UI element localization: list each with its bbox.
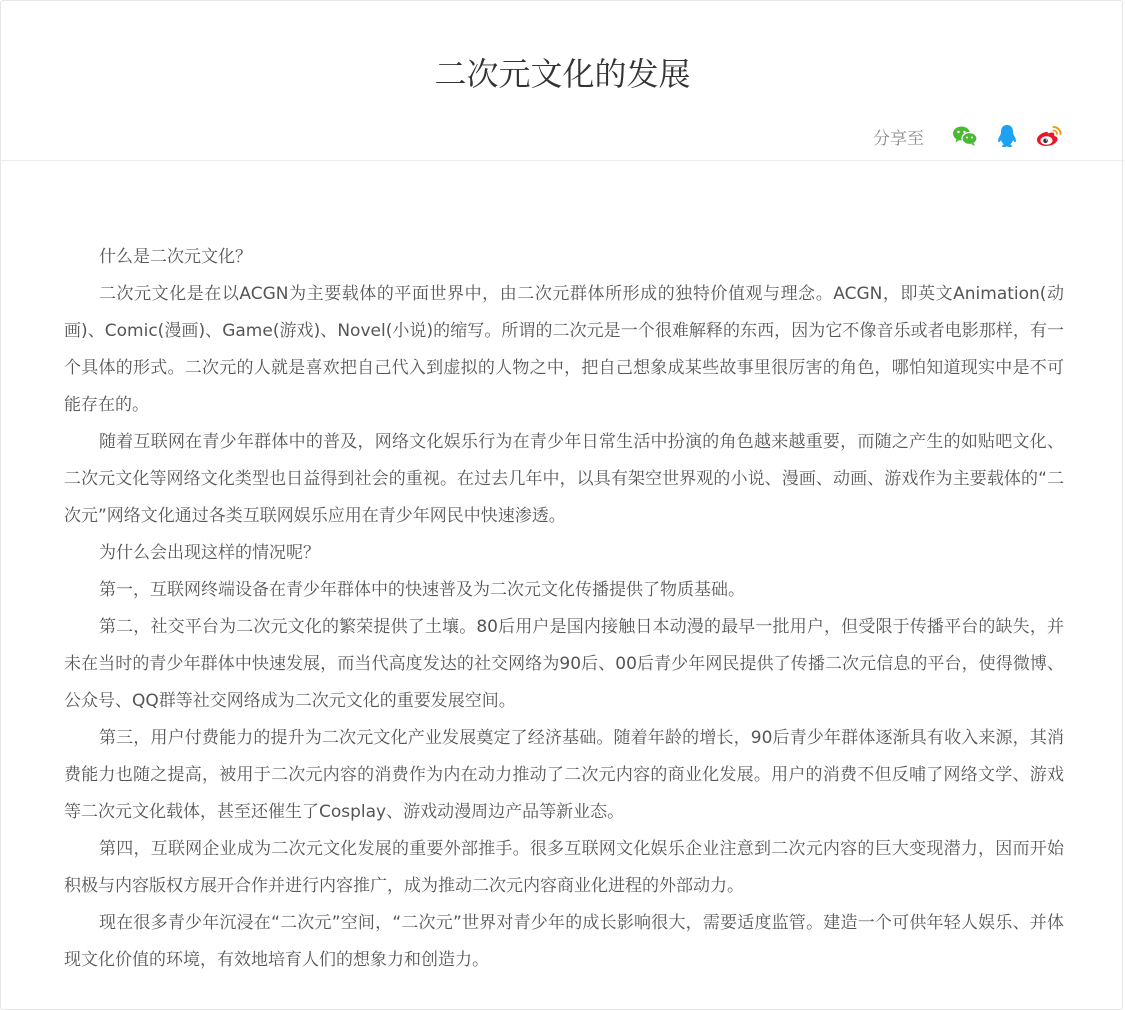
article-body <box>64 239 1064 979</box>
qq-share-button[interactable] <box>992 121 1022 151</box>
article-paragraph: 现在很多青少年沉浸在“二次元”空间，“二次元”世界对青少年的成长影响很大，需要适度监管。建造一个可供年轻人娱乐、并体现文化价值的环境，有效地培育人们的想象力和创造力。 <box>64 913 1064 970</box>
article-paragraph: 第二，社交平台为二次元文化的繁荣提供了土壤。80后用户是国内接触日本动漫的最早一批用户，但受限于传播平台的缺失，并未在当时的青少年群体中快速发展，而当代高度发达的社交网络为90后、00后青少年网民提供了传播二次元信息的平台，使得微博、公众号、QQ群等社交网络成为二次元文化的重要发展空间。 <box>64 617 1064 711</box>
article-paragraph: 什么是二次元文化？ <box>99 247 252 267</box>
wechat-share-button[interactable] <box>950 121 980 151</box>
article-paragraph: 第三，用户付费能力的提升为二次元文化产业发展奠定了经济基础。随着年龄的增长，90后青少年群体逐渐具有收入来源，其消费能力也随之提高，被用于二次元内容的消费作为内在动力推动了二次元内容的商业化发展。用户的消费不但反哺了网络文学、游戏等二次元文化载体，甚至还催生了Cosplay、游戏动漫周边产品等新业态。 <box>64 728 1064 822</box>
article-title: 二次元文化的发展 <box>434 55 691 93</box>
article-paragraph: 随着互联网在青少年群体中的普及，网络文化娱乐行为在青少年日常生活中扮演的角色越来越重要，而随之产生的如贴吧文化、二次元文化等网络文化类型也日益得到社会的重视。在过去几年中，以具有架空世界观的小说、漫画、动画、游戏作为主要载体的“二次元”网络文化通过各类互联网娱乐应用在青少年网民中快速渗透。 <box>64 432 1064 526</box>
article-paragraph: 第一，互联网终端设备在青少年群体中的快速普及为二次元文化传播提供了物质基础。 <box>99 580 745 600</box>
qq-icon <box>996 124 1018 148</box>
weibo-icon <box>1035 124 1063 148</box>
article-paragraph: 二次元文化是在以ACGN为主要载体的平面世界中，由二次元群体所形成的独特价值观与理念。ACGN，即英文Animation(动画)、Comic(漫画)、Game(游戏)、Novel(小说)的缩写。所谓的二次元是一个很难解释的东西，因为它不像音乐或者电影那样，有一个具体的形式。二次元的人就是喜欢把自己代入到虚拟的人物之中，把自己想象成某些故事里很厉害的角色，哪怕知道现实中是不可能存在的。 <box>64 284 1064 415</box>
share-bar <box>873 121 1064 151</box>
share-label: 分享至 <box>873 128 924 149</box>
weibo-share-button[interactable] <box>1034 121 1064 151</box>
wechat-icon <box>952 125 978 147</box>
article-paragraph: 第四，互联网企业成为二次元文化发展的重要外部推手。很多互联网文化娱乐企业注意到二次元内容的巨大变现潜力，因而开始积极与内容版权方展开合作并进行内容推广，成为推动二次元内容商业化进程的外部动力。 <box>64 839 1064 896</box>
article-header <box>1 1 1124 161</box>
article-paragraph: 为什么会出现这样的情况呢？ <box>99 543 320 563</box>
